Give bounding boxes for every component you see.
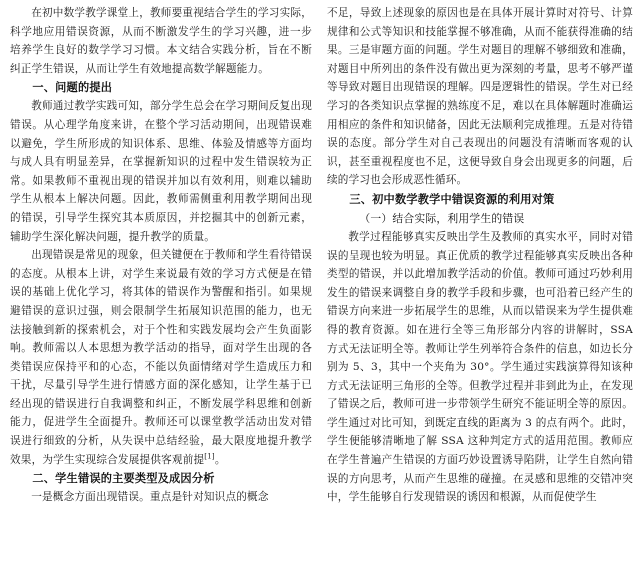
section-heading-1: 一、问题的提出 bbox=[32, 81, 113, 95]
subsection-heading-1: （一）结合实际，利用学生的错误 bbox=[359, 211, 525, 225]
left-column bbox=[10, 4, 312, 507]
body-paragraph-with-citation bbox=[10, 246, 312, 469]
paragraph-end: 。 bbox=[214, 453, 226, 466]
intro-paragraph: 在初中数学教学课堂上，教师要重视结合学生的学习实际，科学地应用错误资源，从而不断激发学生的学习兴趣，进一步培养学生良好的数学学习习惯。本文结合实践分析，旨在不断纠正学生错误，从而让学生有效地提高数学解题能力。 bbox=[10, 7, 312, 75]
continued-paragraph: 不足，导致上述现象的原因也是在具体开展计算时对符号、计算规律和公式等知识和技能掌握不够准确，从而不能获得准确的结果。三是审题方面的问题。学生对题目的理解不够细致和准确，对题目中所列出的条件没有做出更为深刻的考量，思考不够严谨等导致对题目出现错误的理解。四是逻辑性的错误。学生对已经学习的各类知识点掌握的熟练度不足，难以在具体解题时准确运用相应的条件和知识储备，因此无法顺利完成推理。五是对待错误的态度。部分学生对自己表现出的问题没有清晰而客观的认识，甚至重视程度也不足，这便导致自身会出现更多的问题，后续的学习也会形成恶性循环。 bbox=[327, 7, 633, 187]
body-paragraph: 教学过程能够真实反映出学生及教师的真实水平，同时对错误的呈现也较为明显。真正优质的教学过程能够真实反映出各种类型的错误，并以此增加教学活动的价值。教师可通过巧妙利用发生的错误来调整自身的教学手段和步骤，也可沿着已经产生的错误方向来进一步拓展学生的思维，从而以错误来为学生提供难得的教育资源。如在进行全等三角形部分内容的讲解时，SSA 方式无法证明全等。教师让学生列举符合条件的信息，如边长分别为 5、3，其中一个夹角为 30°。学生通过实践演算得知该种方式无法证明三角形的全等。但教学过程并非到此为止，在发现了错误之后，教师可进一步带领学生研究不能证明全等的原因。学生通过对比可知，到既定直线的距离为 3 的点有两个。此时，学生便能够清晰地了解 SSA 这种判定方式的适用范围。教师应在学生普遍产生错误的方面巧妙设置诱导陷阱，让学生自然向错误的方向思考，从而产生思维的碰撞。在灵感和思维的交错冲突中，学生能够自行发现错误的诱因和根源，从而促使学生 bbox=[327, 230, 633, 504]
right-column bbox=[327, 4, 633, 507]
section-heading-3: 三、初中数学教学中错误资源的利用对策 bbox=[349, 192, 555, 206]
section-heading-2: 二、学生错误的主要类型及成因分析 bbox=[32, 472, 215, 486]
body-paragraph: 教师通过教学实践可知，部分学生总会在学习期间反复出现错误。从心理学角度来讲，在整个学习活动期间，出现错误难以避免，学生所形成的知识体系、思维、体验及情感等方面均与成人具有明显差异，在掌握新知识的过程中发生错误较为正常。如果教师不重视出现的错误并加以有效利用，则难以辅助学生从根本上解决问题。因此，教师需侧重利用教学期间出现的错误，引导学生探究其本质原因，并挖掘其中的创新元素，辅助学生深化解决问题，提升教学的质量。 bbox=[10, 100, 312, 243]
body-paragraph: 一是概念方面出现错误。重点是针对知识点的概念 bbox=[31, 491, 269, 504]
paragraph-text: 出现错误是常见的现象，但关键便在于教师和学生看待错误的态度。从根本上讲，对学生来说最有效的学习方式便是在错误的基础上优化学习，将其体的错误作为警醒和指引。如果规避错误的意识过强，则会限制学生拓展知识范围的能力，也无法接触到新的探索机会，对于个性和实践发展均会产生负面影响。教师需以人本思想为教学活动的指导，面对学生出现的各类错误应保持平和的心态，不能以负面情绪对学生造成压力和干扰，尽量引导学生进行情感方面的深化感知，让学生基于已经出现的错误进行自我调整和纠正，不断发展学科思维和创新能力，促进学生全面提升。教师还可以课堂教学活动出发对错误进行细致的分析，从失误中总结经验，最大限度地提升教学效果，为学生实现综合发展提供客观前提 bbox=[10, 249, 312, 466]
citation-reference[interactable]: [1] bbox=[204, 452, 215, 461]
